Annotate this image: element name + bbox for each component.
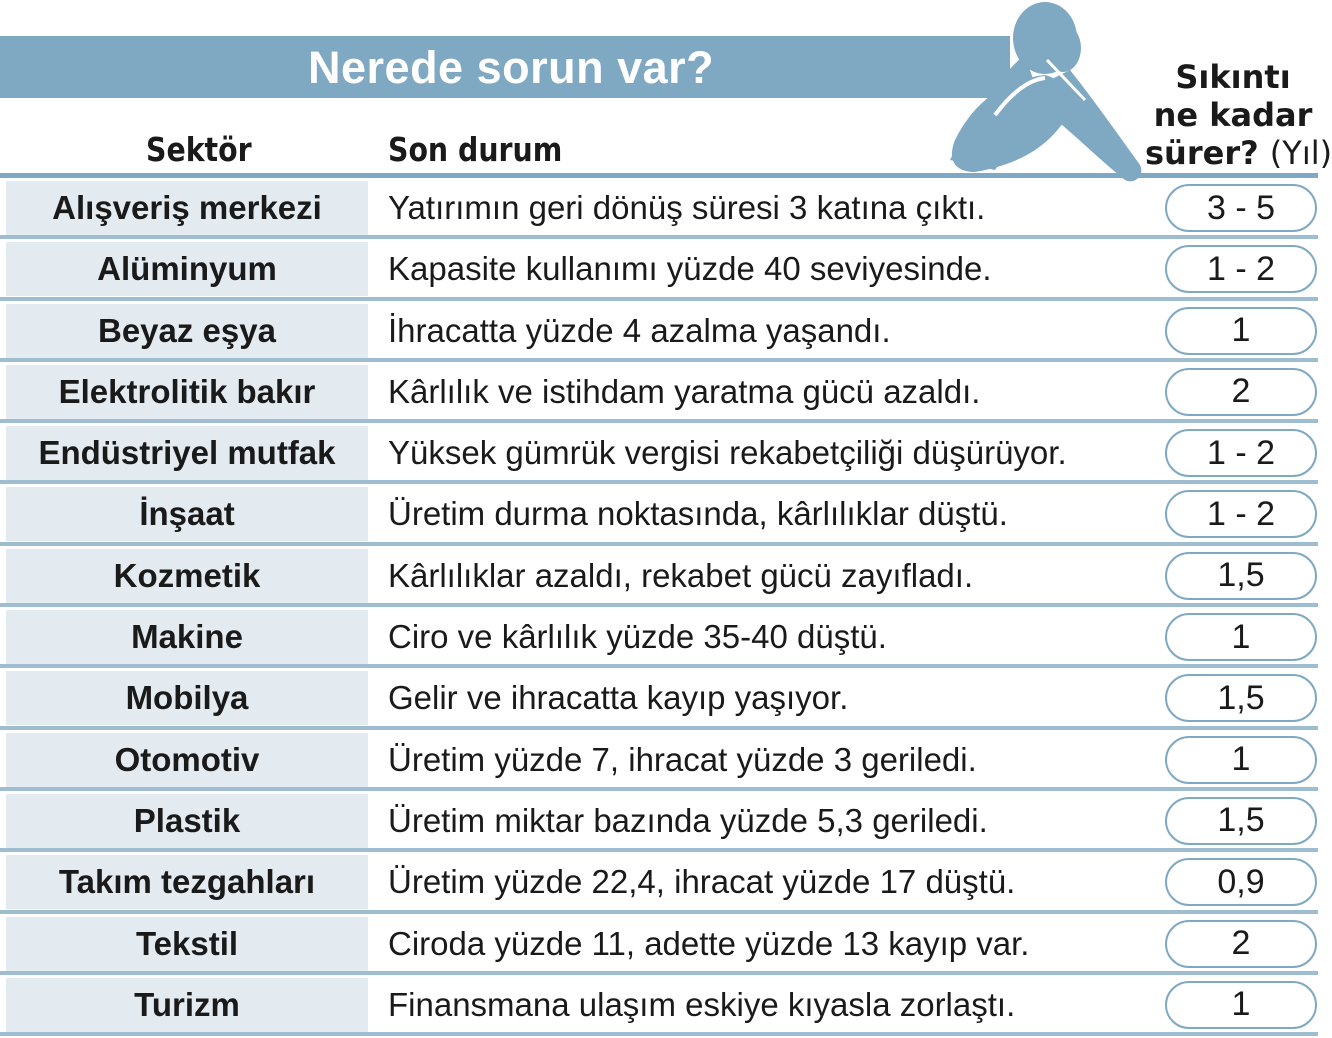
duration-pill — [1165, 981, 1317, 1029]
sector-cell — [6, 487, 368, 541]
duration-pill — [1165, 307, 1317, 355]
duration-header-question: sürer? — [1145, 134, 1259, 172]
sector-name: Alışveriş merkezi — [52, 189, 322, 226]
status-text: Kapasite kullanımı yüzde 40 seviyesinde. — [388, 250, 992, 288]
sector-name: Endüstriyel mutfak — [38, 434, 336, 472]
duration-pill — [1165, 184, 1317, 232]
sector-cell — [6, 181, 368, 235]
sector-name: Elektrolitik bakır — [58, 372, 316, 410]
duration-pill — [1165, 490, 1317, 538]
sector-name: Makine — [131, 618, 243, 656]
table-row — [0, 423, 1318, 484]
duration-value: 1,5 — [1217, 801, 1265, 840]
table-row — [0, 362, 1318, 423]
sector-name: Tekstil — [135, 924, 239, 962]
duration-pill — [1165, 368, 1317, 416]
sector-name: Turizm — [134, 985, 240, 1023]
sector-table — [0, 178, 1318, 1036]
sector-cell — [6, 917, 368, 971]
duration-header-line2: ne kadar — [1153, 96, 1313, 134]
sector-name: Alüminyum — [97, 250, 277, 288]
table-row — [0, 914, 1318, 975]
column-header-sector: Sektör — [146, 130, 252, 169]
sector-name: Takım tezgahları — [58, 863, 316, 901]
duration-pill — [1165, 858, 1317, 906]
row-divider — [0, 1032, 1318, 1036]
duration-header-line3 — [1145, 134, 1332, 172]
sector-cell — [6, 426, 368, 480]
table-row — [0, 178, 1318, 239]
sector-name: Otomotiv — [114, 740, 260, 778]
table-row — [0, 791, 1318, 852]
duration-value: 1 — [1231, 311, 1251, 350]
status-text: Gelir ve ihracatta kayıp yaşıyor. — [388, 679, 849, 717]
duration-pill — [1165, 797, 1317, 845]
chart-title: Nerede sorun var? — [308, 42, 715, 93]
sector-cell — [6, 304, 368, 358]
status-text: Kârlılık ve istihdam yaratma gücü azaldı. — [388, 372, 981, 410]
status-text: Finansmana ulaşım eskiye kıyasla zorlaştı. — [388, 985, 1016, 1023]
table-row — [0, 730, 1318, 791]
duration-value: 1 - 2 — [1206, 494, 1276, 533]
duration-value: 1 - 2 — [1206, 433, 1276, 472]
sitting-person-icon — [935, 0, 1145, 185]
duration-pill — [1165, 245, 1317, 293]
status-text: Üretim yüzde 22,4, ihracat yüzde 17 düştü. — [388, 863, 1016, 901]
status-text: İhracatta yüzde 4 azalma yaşandı. — [388, 311, 891, 349]
sector-name: Mobilya — [125, 679, 249, 717]
table-row — [0, 546, 1318, 607]
status-text: Üretim miktar bazında yüzde 5,3 geriledi. — [388, 801, 988, 839]
sector-cell — [6, 549, 368, 603]
sector-cell — [6, 733, 368, 787]
table-row — [0, 975, 1318, 1036]
duration-pill — [1165, 613, 1317, 661]
duration-value: 1 — [1231, 740, 1251, 779]
duration-pill — [1165, 674, 1317, 722]
table-row — [0, 607, 1318, 668]
table-row — [0, 301, 1318, 362]
duration-value: 1 — [1231, 985, 1251, 1024]
table-row — [0, 239, 1318, 300]
duration-pill — [1165, 429, 1317, 477]
sector-name: Plastik — [133, 801, 241, 839]
duration-value: 1 - 2 — [1206, 249, 1276, 288]
column-header-duration — [1145, 58, 1332, 172]
duration-pill — [1165, 736, 1317, 784]
column-header-status: Son durum — [388, 130, 563, 169]
status-text: Yatırımın geri dönüş süresi 3 katına çıktı. — [388, 189, 986, 226]
duration-value: 2 — [1231, 924, 1251, 963]
duration-value: 2 — [1231, 372, 1251, 411]
sector-cell — [6, 671, 368, 725]
sector-name: Kozmetik — [113, 556, 261, 594]
duration-value: 0,9 — [1217, 862, 1265, 901]
status-text: Üretim yüzde 7, ihracat yüzde 3 geriledi. — [388, 740, 977, 778]
duration-pill — [1165, 552, 1317, 600]
sector-cell — [6, 855, 368, 909]
status-text: Yüksek gümrük vergisi rekabetçiliği düşürüyor. — [388, 434, 1067, 472]
duration-header-unit: (Yıl) — [1269, 134, 1332, 172]
duration-value: 1 — [1231, 617, 1251, 656]
sector-cell — [6, 610, 368, 664]
status-text: Üretim durma noktasında, kârlılıklar düştü. — [388, 495, 1008, 533]
sector-name: Beyaz eşya — [98, 311, 276, 349]
sector-cell — [6, 242, 368, 296]
duration-value: 1,5 — [1217, 678, 1265, 717]
sector-name: İnşaat — [139, 495, 235, 533]
status-text: Kârlılıklar azaldı, rekabet gücü zayıfladı. — [388, 556, 974, 594]
table-row — [0, 852, 1318, 913]
sector-cell — [6, 365, 368, 419]
duration-value: 3 - 5 — [1206, 188, 1276, 227]
table-row — [0, 484, 1318, 545]
status-text: Ciro ve kârlılık yüzde 35-40 düştü. — [388, 618, 887, 656]
table-row — [0, 668, 1318, 729]
status-text: Ciroda yüzde 11, adette yüzde 13 kayıp var. — [388, 924, 1030, 962]
duration-header-line1: Sıkıntı — [1175, 58, 1291, 96]
sector-cell — [6, 794, 368, 848]
duration-value: 1,5 — [1217, 556, 1265, 595]
duration-pill — [1165, 920, 1317, 968]
sector-cell — [6, 978, 368, 1032]
